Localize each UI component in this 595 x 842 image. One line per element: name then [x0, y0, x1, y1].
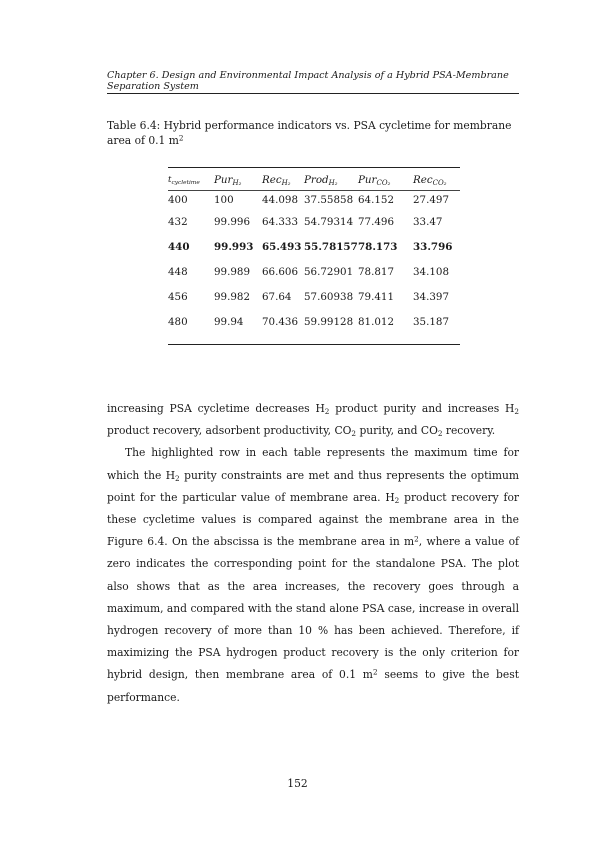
table-row	[168, 291, 460, 316]
table-cell: 35.187	[413, 316, 460, 345]
table-cell: 440	[168, 241, 190, 253]
table-cell: 27.497	[413, 194, 450, 206]
page-number: 152	[287, 777, 308, 790]
performance-table	[168, 167, 460, 345]
table-row	[168, 316, 460, 345]
table-body	[168, 191, 460, 345]
table-cell: 99.996	[214, 216, 251, 228]
table-cell: 33.47	[413, 216, 443, 228]
table-cell: 77.496	[358, 216, 395, 228]
table-cell: 57.60938	[304, 291, 354, 303]
table-cell: 70.436	[262, 316, 304, 345]
table-cell: 55.78157	[304, 241, 358, 253]
table-cell: 78.173	[358, 241, 398, 253]
running-head: Chapter 6. Design and Environmental Impact Analysis of a Hybrid PSA-Membrane Separation System	[107, 70, 519, 94]
table-cell: 56.72901	[304, 266, 354, 278]
table-cell: 54.79314	[304, 216, 354, 228]
table-cell: 79.411	[358, 291, 395, 303]
paragraph-2: The highlighted row in each table represents the maximum time for which the $H_2$ purity constraints are met and thus represents the optimum point for the particular value of membrane area. $H_2$ product recovery for these cycletime values is compared against the membrane area in the Figure 6.4. On the abscissa is the membrane area in $m^2$, where a value of zero indicates the corresponding point for the standalone PSA. The plot also shows that as the area increases, the recovery goes through a maximum, and compared with the stand alone PSA case, increase in overall hydrogen recovery of more than 10 % has been achieved. Therefore, if maximizing the PSA hydrogen product recovery is the only criterion for hybrid design, then membrane area of 0.1 $m^2$ seems to give the best performance.	[107, 446, 520, 704]
table-cell: 99.94	[214, 316, 262, 345]
header-prod-h2: Prod$_{H_2}$	[304, 168, 358, 191]
table-cell: 99.993	[214, 241, 254, 253]
table-cell: 400	[168, 194, 188, 206]
table-cell: 34.108	[413, 266, 450, 278]
table-row	[168, 191, 460, 217]
caption-unit-superscript: 2	[178, 133, 184, 143]
paragraph-1: increasing PSA cycletime decreases $H_2$ product purity and increases $H_2$ product recovery, adsorbent productivity, $CO_2$ purity, and $CO_2$ recovery.	[107, 402, 519, 439]
table-cell: 33.796	[413, 241, 453, 253]
table-cell: 432	[168, 216, 188, 228]
header-pur-co2: Pur$_{CO_2}$	[358, 168, 413, 191]
header-pur-h2: Pur$_{H_2}$	[214, 168, 262, 191]
table-cell: 456	[168, 291, 188, 303]
table-cell: 37.55858	[304, 194, 354, 206]
caption-text: Table 6.4: Hybrid performance indicators vs. PSA cycletime for membrane area of 0.1 m	[107, 119, 512, 147]
table-row	[168, 216, 460, 241]
table-cell: 81.012	[358, 316, 413, 345]
table-row	[168, 266, 460, 291]
table-cell: 44.098	[262, 194, 299, 206]
table-cell: 64.333	[262, 216, 299, 228]
header-cycletime: $t_{cycletime}$	[168, 168, 214, 191]
table-cell: 64.152	[358, 194, 395, 206]
table-row-highlighted	[168, 241, 460, 266]
header-rec-co2: Rec$_{CO_2}$	[413, 168, 460, 191]
table-cell: 99.982	[214, 291, 251, 303]
table-cell: 100	[214, 194, 234, 206]
table-cell: 480	[168, 316, 214, 345]
table-cell: 65.493	[262, 241, 302, 253]
table-cell: 99.989	[214, 266, 251, 278]
table-caption	[107, 118, 522, 148]
table-cell: 67.64	[262, 291, 292, 303]
table-cell: 448	[168, 266, 188, 278]
table-cell: 59.99128	[304, 316, 358, 345]
table-header	[168, 168, 460, 191]
header-rec-h2: Rec$_{H_2}$	[262, 168, 304, 191]
body-text	[107, 398, 519, 709]
table-cell: 34.397	[413, 291, 450, 303]
table-cell: 66.606	[262, 266, 299, 278]
table-cell: 78.817	[358, 266, 395, 278]
